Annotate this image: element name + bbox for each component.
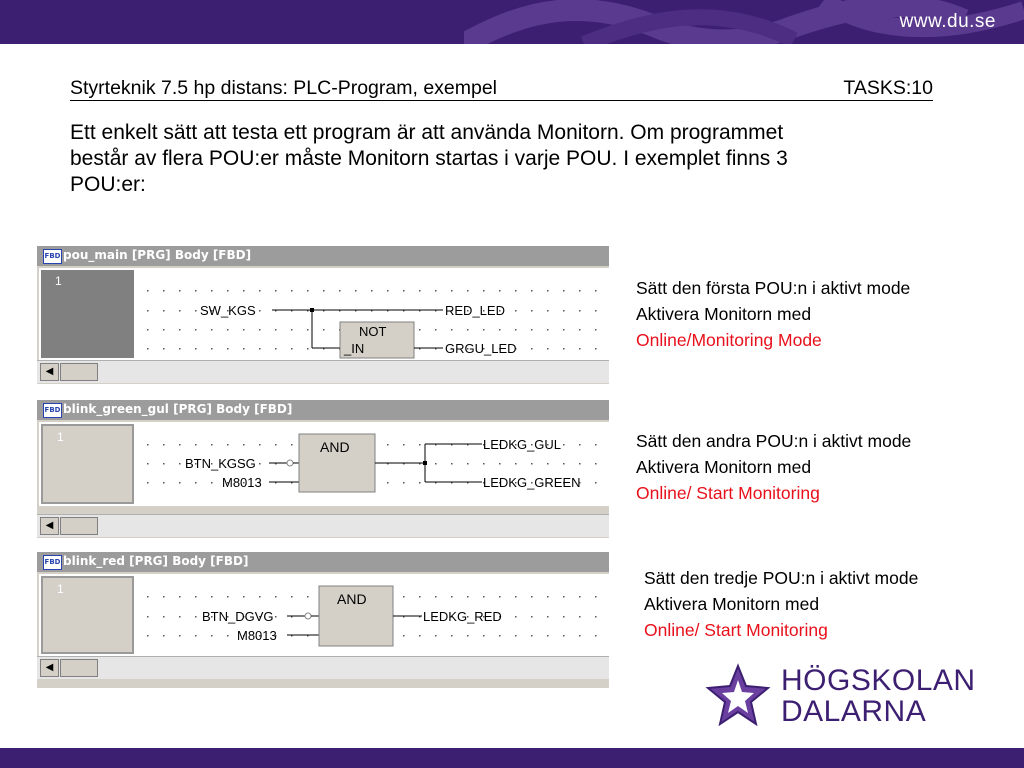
scroll-left-icon[interactable]: ◀ — [40, 659, 59, 677]
grid-dot — [291, 290, 293, 292]
grid-dot — [195, 616, 197, 618]
input-variable: SW_KGS — [200, 303, 256, 318]
grid-dot — [579, 290, 581, 292]
grid-dot — [435, 596, 437, 598]
grid-dot — [579, 348, 581, 350]
grid-dot — [499, 596, 501, 598]
grid-dot — [419, 635, 421, 637]
grid-dot — [531, 329, 533, 331]
block-name: NOT — [359, 324, 387, 339]
tasks-label: TASKS:10 — [843, 77, 933, 99]
grid-dot — [179, 290, 181, 292]
header-bar — [0, 0, 1024, 44]
grid-dot — [243, 329, 245, 331]
grid-dot — [275, 290, 277, 292]
grid-dot — [227, 290, 229, 292]
grid-dot — [499, 635, 501, 637]
grid-dot — [163, 482, 165, 484]
scroll-thumb[interactable] — [60, 517, 98, 535]
grid-dot — [595, 329, 597, 331]
grid-dot — [195, 329, 197, 331]
fbd-editor[interactable] — [39, 574, 609, 656]
fbd-icon: FBD — [43, 555, 62, 570]
grid-dot — [563, 290, 565, 292]
logo-line-1: HÖGSKOLAN — [781, 664, 976, 697]
grid-dot — [563, 463, 565, 465]
grid-dot — [275, 348, 277, 350]
grid-dot — [515, 635, 517, 637]
grid-dot — [163, 290, 165, 292]
instruction-note-3: Sätt den tredje POU:n i aktivt mode Aktivera Monitorn med Online/ Start Monitoring — [644, 565, 918, 643]
grid-dot — [579, 444, 581, 446]
grid-dot — [563, 635, 565, 637]
grid-dot — [179, 444, 181, 446]
grid-dot — [451, 635, 453, 637]
grid-dot — [547, 310, 549, 312]
pou-window-blink-green-gul[interactable] — [37, 400, 609, 538]
grid-dot — [195, 596, 197, 598]
grid-dot — [211, 596, 213, 598]
grid-dot — [291, 348, 293, 350]
grid-dot — [147, 290, 149, 292]
grid-dot — [595, 596, 597, 598]
grid-dot — [595, 616, 597, 618]
horizontal-scrollbar[interactable] — [37, 360, 609, 383]
fbd-diagram — [137, 268, 607, 360]
grid-dot — [195, 310, 197, 312]
grid-dot — [419, 482, 421, 484]
grid-dot — [179, 635, 181, 637]
window-titlebar[interactable] — [37, 400, 609, 420]
window-titlebar[interactable] — [37, 246, 609, 266]
grid-dot — [387, 290, 389, 292]
grid-dot — [147, 444, 149, 446]
block-input: _IN — [344, 341, 365, 356]
grid-dot — [483, 463, 485, 465]
network-number: 1 — [41, 576, 134, 654]
grid-dot — [547, 329, 549, 331]
grid-dot — [243, 348, 245, 350]
network-number: 1 — [41, 424, 134, 504]
grid-dot — [579, 596, 581, 598]
scroll-thumb[interactable] — [60, 363, 98, 381]
grid-dot — [275, 444, 277, 446]
horizontal-scrollbar[interactable] — [37, 656, 609, 679]
grid-dot — [467, 463, 469, 465]
grid-dot — [211, 290, 213, 292]
grid-dot — [547, 635, 549, 637]
grid-dot — [163, 616, 165, 618]
grid-dot — [467, 290, 469, 292]
grid-dot — [515, 616, 517, 618]
grid-dot — [355, 290, 357, 292]
window-title: blink_green_gul [PRG] Body [FBD] — [63, 402, 293, 416]
logo-line-2: DALARNA — [781, 695, 927, 728]
grid-dot — [467, 329, 469, 331]
grid-dot — [515, 463, 517, 465]
grid-dot — [595, 290, 597, 292]
grid-dot — [451, 596, 453, 598]
grid-dot — [275, 329, 277, 331]
grid-dot — [163, 310, 165, 312]
menu-path: Online/Monitoring Mode — [636, 330, 822, 350]
input-variable: BTN_DGVG — [202, 609, 274, 624]
grid-dot — [595, 635, 597, 637]
grid-dot — [259, 444, 261, 446]
grid-dot — [547, 616, 549, 618]
pou-window-main[interactable] — [37, 246, 609, 384]
grid-dot — [259, 596, 261, 598]
grid-dot — [435, 635, 437, 637]
grid-dot — [451, 329, 453, 331]
grid-dot — [163, 348, 165, 350]
grid-dot — [227, 348, 229, 350]
output-variable: LEDKG_GREEN — [483, 475, 581, 490]
fbd-diagram — [137, 574, 607, 656]
output-variable: LEDKG_RED — [423, 609, 502, 624]
grid-dot — [531, 596, 533, 598]
university-logo — [704, 662, 1004, 732]
grid-dot — [403, 482, 405, 484]
fbd-icon: FBD — [43, 403, 62, 418]
grid-dot — [243, 596, 245, 598]
grid-dot — [419, 290, 421, 292]
grid-dot — [515, 596, 517, 598]
grid-dot — [227, 444, 229, 446]
grid-dot — [147, 616, 149, 618]
grid-dot — [259, 463, 261, 465]
grid-dot — [323, 290, 325, 292]
grid-dot — [179, 329, 181, 331]
grid-dot — [435, 290, 437, 292]
grid-dot — [531, 290, 533, 292]
grid-dot — [307, 348, 309, 350]
grid-dot — [419, 329, 421, 331]
grid-dot — [179, 310, 181, 312]
menu-path: Online/ Start Monitoring — [644, 620, 828, 640]
grid-dot — [467, 596, 469, 598]
grid-dot — [291, 444, 293, 446]
grid-dot — [483, 596, 485, 598]
scroll-left-icon[interactable]: ◀ — [40, 363, 59, 381]
footer-bar — [0, 748, 1024, 768]
window-titlebar[interactable] — [37, 552, 609, 572]
block-name: AND — [320, 439, 350, 455]
grid-dot — [499, 329, 501, 331]
fbd-editor[interactable] — [39, 268, 609, 360]
grid-dot — [579, 463, 581, 465]
grid-dot — [147, 463, 149, 465]
grid-dot — [547, 463, 549, 465]
grid-dot — [563, 348, 565, 350]
grid-dot — [499, 463, 501, 465]
grid-dot — [531, 310, 533, 312]
grid-dot — [483, 290, 485, 292]
grid-dot — [275, 596, 277, 598]
grid-dot — [499, 290, 501, 292]
grid-dot — [563, 329, 565, 331]
horizontal-scrollbar[interactable] — [37, 514, 609, 537]
grid-dot — [515, 329, 517, 331]
grid-dot — [147, 329, 149, 331]
grid-dot — [307, 596, 309, 598]
instruction-note-1: Sätt den första POU:n i aktivt mode Aktivera Monitorn med Online/Monitoring Mode — [636, 275, 910, 353]
grid-dot — [563, 596, 565, 598]
output-variable: LEDKG_GUL — [483, 437, 562, 452]
grid-dot — [179, 596, 181, 598]
star-logo-icon — [704, 662, 772, 730]
grid-dot — [179, 616, 181, 618]
network-number: 1 — [41, 270, 134, 358]
grid-dot — [195, 482, 197, 484]
grid-dot — [403, 290, 405, 292]
grid-dot — [307, 290, 309, 292]
grid-dot — [531, 463, 533, 465]
grid-dot — [179, 482, 181, 484]
grid-dot — [419, 596, 421, 598]
grid-dot — [595, 348, 597, 350]
title-text: Styrteknik 7.5 hp distans: PLC-Program, exempel — [70, 77, 498, 99]
grid-dot — [227, 635, 229, 637]
grid-dot — [211, 635, 213, 637]
window-title: blink_red [PRG] Body [FBD] — [63, 554, 249, 568]
grid-dot — [179, 463, 181, 465]
grid-dot — [227, 329, 229, 331]
grid-dot — [387, 444, 389, 446]
input-variable: M8013 — [237, 628, 277, 643]
instruction-note-2: Sätt den andra POU:n i aktivt mode Aktivera Monitorn med Online/ Start Monitoring — [636, 428, 911, 506]
grid-dot — [435, 329, 437, 331]
menu-path: Online/ Start Monitoring — [636, 483, 820, 503]
grid-dot — [147, 310, 149, 312]
grid-dot — [595, 463, 597, 465]
grid-dot — [147, 596, 149, 598]
scroll-left-icon[interactable]: ◀ — [40, 517, 59, 535]
site-url[interactable]: www.du.se — [899, 11, 996, 32]
grid-dot — [259, 348, 261, 350]
grid-dot — [579, 310, 581, 312]
grid-dot — [531, 635, 533, 637]
grid-dot — [259, 310, 261, 312]
grid-dot — [579, 616, 581, 618]
grid-dot — [147, 635, 149, 637]
intro-text: Ett enkelt sätt att testa ett program är att använda Monitorn. Om programmet består av flera POU:er måste Monitorn startas i varje POU. I exemplet finns 3 POU:er: — [70, 121, 788, 196]
grid-dot — [483, 635, 485, 637]
grid-dot — [339, 290, 341, 292]
grid-dot — [211, 348, 213, 350]
grid-dot — [147, 348, 149, 350]
grid-dot — [163, 329, 165, 331]
grid-dot — [211, 482, 213, 484]
fbd-diagram — [137, 422, 607, 506]
input-variable: M8013 — [222, 475, 262, 490]
grid-dot — [243, 444, 245, 446]
pou-window-blink-red[interactable] — [37, 552, 609, 688]
grid-dot — [419, 444, 421, 446]
grid-dot — [179, 348, 181, 350]
grid-dot — [435, 463, 437, 465]
grid-dot — [227, 596, 229, 598]
grid-dot — [451, 463, 453, 465]
grid-dot — [211, 444, 213, 446]
grid-dot — [243, 290, 245, 292]
grid-dot — [323, 329, 325, 331]
grid-dot — [195, 444, 197, 446]
grid-dot — [163, 444, 165, 446]
grid-dot — [291, 596, 293, 598]
grid-dot — [163, 463, 165, 465]
grid-dot — [195, 290, 197, 292]
grid-dot — [195, 348, 197, 350]
grid-dot — [483, 329, 485, 331]
grid-dot — [595, 482, 597, 484]
grid-dot — [211, 329, 213, 331]
grid-dot — [563, 616, 565, 618]
fbd-editor[interactable] — [39, 422, 609, 506]
grid-dot — [147, 482, 149, 484]
input-variable: BTN_KGSG — [185, 456, 256, 471]
grid-dot — [291, 329, 293, 331]
grid-dot — [531, 348, 533, 350]
slide-title — [70, 77, 933, 101]
block-name: AND — [337, 591, 367, 607]
grid-dot — [531, 616, 533, 618]
grid-dot — [579, 635, 581, 637]
grid-dot — [307, 329, 309, 331]
grid-dot — [195, 635, 197, 637]
grid-dot — [595, 310, 597, 312]
grid-dot — [547, 290, 549, 292]
grid-dot — [563, 444, 565, 446]
grid-dot — [579, 329, 581, 331]
grid-dot — [403, 596, 405, 598]
grid-dot — [515, 290, 517, 292]
output-variable: RED_LED — [445, 303, 505, 318]
window-title: pou_main [PRG] Body [FBD] — [63, 248, 252, 262]
grid-dot — [259, 290, 261, 292]
grid-dot — [547, 596, 549, 598]
grid-dot — [563, 310, 565, 312]
grid-dot — [451, 290, 453, 292]
grid-dot — [259, 329, 261, 331]
grid-dot — [163, 635, 165, 637]
grid-dot — [387, 482, 389, 484]
grid-dot — [403, 444, 405, 446]
grid-dot — [403, 635, 405, 637]
grid-dot — [467, 635, 469, 637]
grid-dot — [275, 616, 277, 618]
output-variable: GRGU_LED — [445, 341, 517, 356]
grid-dot — [371, 290, 373, 292]
grid-dot — [595, 444, 597, 446]
scroll-thumb[interactable] — [60, 659, 98, 677]
grid-dot — [547, 348, 549, 350]
fbd-icon: FBD — [43, 249, 62, 264]
grid-dot — [163, 596, 165, 598]
grid-dot — [515, 310, 517, 312]
